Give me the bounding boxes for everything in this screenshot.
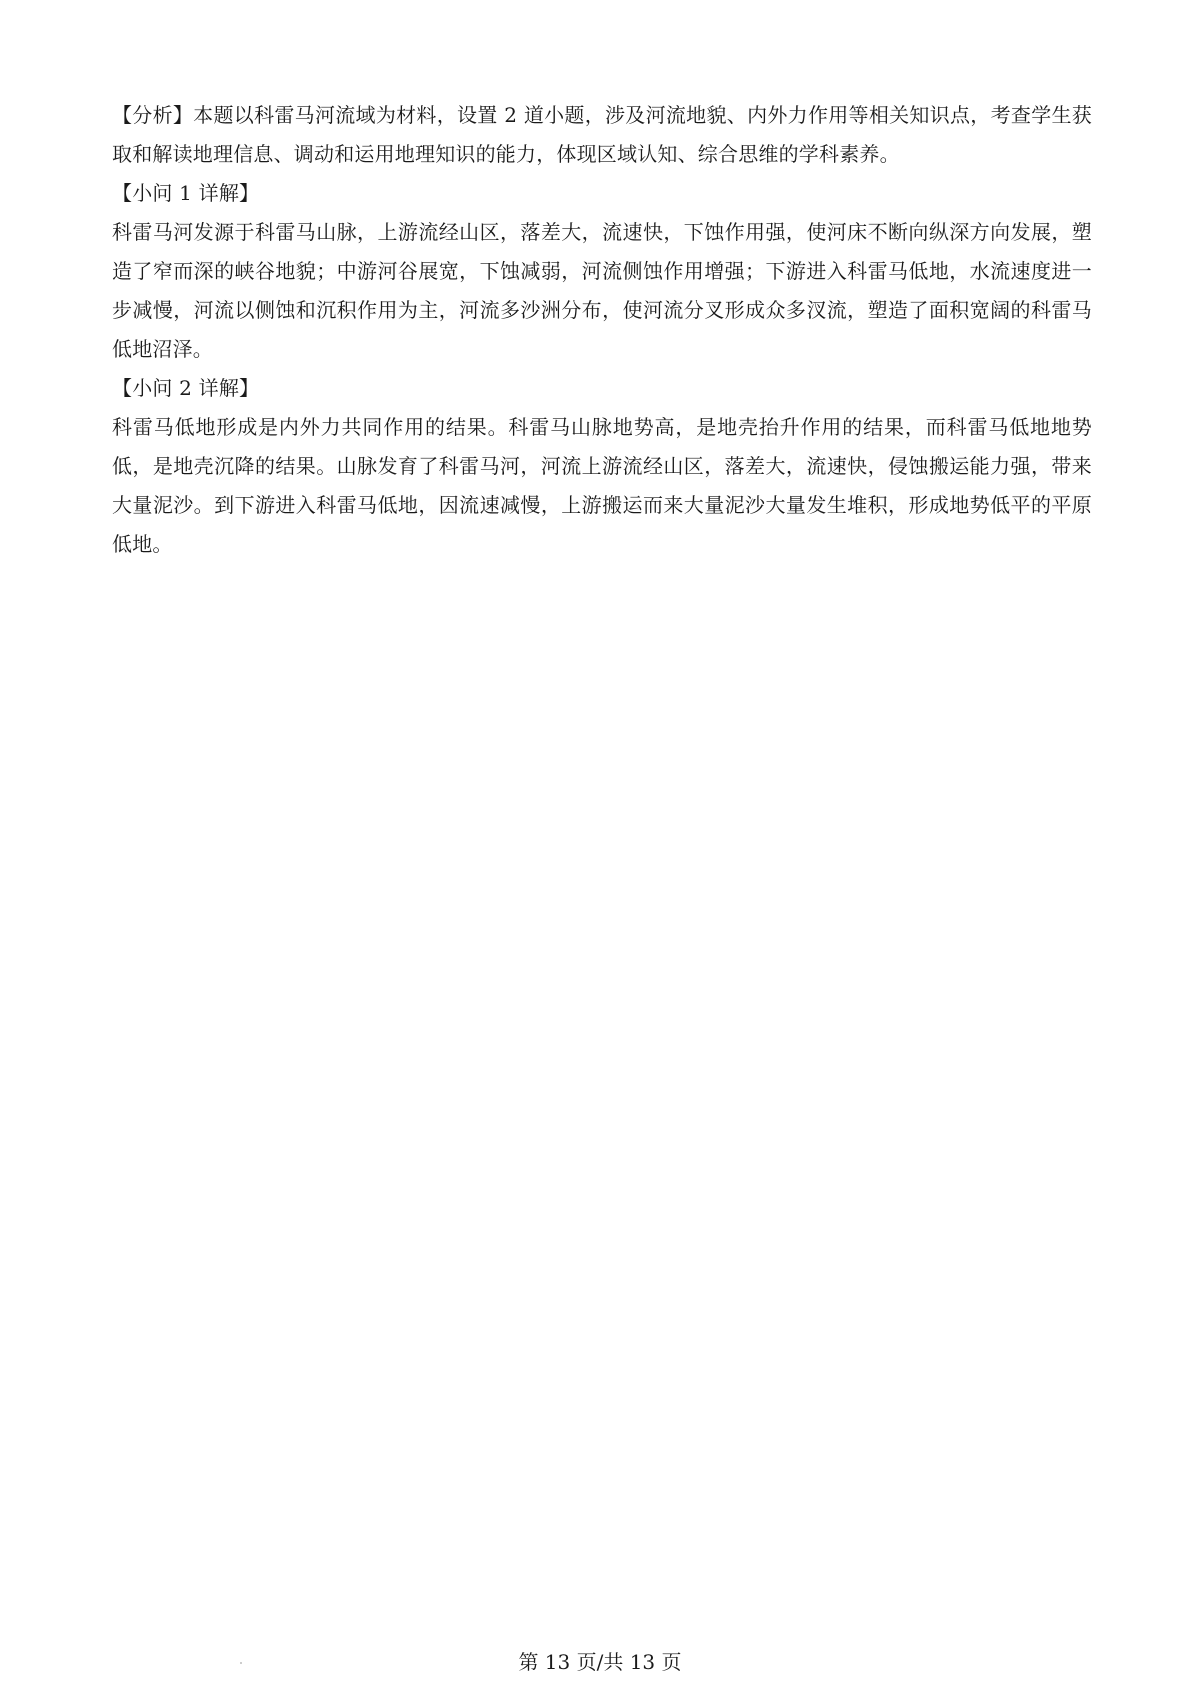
page-footer: 第 13 页/共 13 页 <box>518 1650 682 1674</box>
question-1-answer: 科雷马河发源于科雷马山脉，上游流经山区，落差大，流速快，下蚀作用强，使河床不断向纵深方向发展，塑造了窄而深的峡谷地貌；中游河谷展宽，下蚀减弱，河流侧蚀作用增强；下游进入科雷马低地，水流速度进一步减慢，河流以侧蚀和沉积作用为主，河流多沙洲分布，使河流分叉形成众多汊流，塑造了面积宽阔的科雷马低地沼泽。 <box>112 220 1092 361</box>
analysis-paragraph: 【分析】本题以科雷马河流域为材料，设置 2 道小题，涉及河流地貌、内外力作用等相关知识点，考查学生获取和解读地理信息、调动和运用地理知识的能力，体现区域认知、综合思维的学科素养。 <box>112 103 1092 166</box>
question-2-heading: 【小问 2 详解】 <box>112 376 260 400</box>
question-2-answer: 科雷马低地形成是内外力共同作用的结果。科雷马山脉地势高，是地壳抬升作用的结果，而科雷马低地地势低，是地壳沉降的结果。山脉发育了科雷马河，河流上游流经山区，落差大，流速快，侵蚀搬运能力强，带来大量泥沙。到下游进入科雷马低地，因流速减慢，上游搬运而来大量泥沙大量发生堆积，形成地势低平的平原低地。 <box>112 415 1092 556</box>
document-body <box>112 96 1092 564</box>
question-1-heading: 【小问 1 详解】 <box>112 181 260 205</box>
